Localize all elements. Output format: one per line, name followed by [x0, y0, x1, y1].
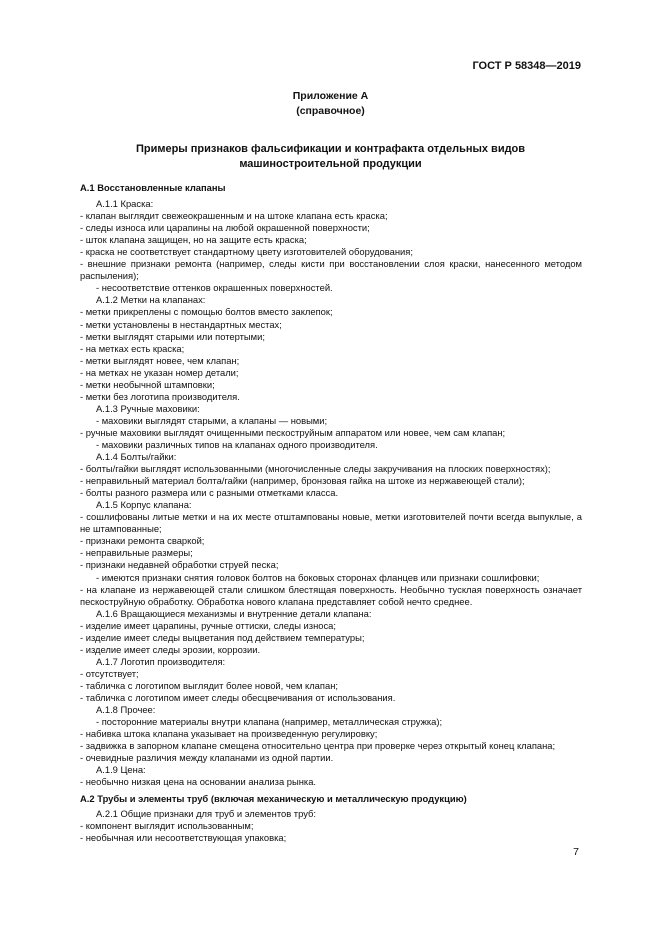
clause-a1-5-list	[80, 511, 582, 607]
list-item: - неправильные размеры;	[80, 547, 193, 559]
list-item: - внешние признаки ремонта (например, следы кисти при восстановлении слоя краски, нанесенного методом распыления);	[80, 258, 582, 282]
list-item: - отсутствует;	[80, 667, 139, 679]
document-title	[90, 142, 571, 171]
list-item: - клапан выглядит свежеокрашенным и на штоке клапана есть краска;	[80, 210, 388, 222]
annex-title: Приложение А	[292, 90, 369, 102]
clause-a1-8-list	[80, 716, 582, 764]
clause-a1-6: А.1.6 Вращающиеся механизмы и внутренние детали клапана:	[96, 607, 372, 619]
clause-a1-1-list	[80, 210, 582, 294]
list-item: - неправильный материал болта/гайки (например, бронзовая гайка на штоке из нержавеющей стали);	[80, 475, 525, 487]
list-item: - табличка с логотипом имеет следы обесцвечивания от использования.	[80, 691, 396, 703]
list-item: - необычно низкая цена на основании анализа рынка.	[80, 776, 317, 788]
list-item: - метки установлены в нестандартных местах;	[80, 318, 282, 330]
clause-a2-1-list	[80, 820, 582, 844]
list-item: - несоответствие оттенков окрашенных поверхностей.	[96, 282, 333, 294]
list-item: - ручные маховики выглядят очищенными пескоструйным аппаратом или новее, чем сам клапан;	[80, 426, 506, 438]
list-item: - краска не соответствует стандартному цвету изготовителей оборудования;	[80, 246, 413, 258]
list-item: - болты разного размера или с разными отметками класса.	[80, 487, 339, 499]
clause-a1-3-list	[80, 415, 582, 451]
clause-a1-7: А.1.7 Логотип производителя:	[96, 655, 226, 667]
clause-a1-1: А.1.1 Краска:	[96, 198, 154, 210]
list-item: - болты/гайки выглядят использованными (многочисленные следы закручивания на плоских поверхностях);	[80, 463, 551, 475]
document-title-line-1: Примеры признаков фальсификации и контрафакта отдельных видов	[135, 143, 526, 155]
clause-a1-4-list	[80, 463, 582, 499]
clause-a1-3: А.1.3 Ручные маховики:	[96, 402, 200, 414]
section-a2-title: А.2 Трубы и элементы труб (включая механическую и металлическую продукцию)	[80, 793, 467, 805]
clause-a1-9-list	[80, 776, 582, 788]
list-item: - следы износа или царапины на любой окрашенной поверхности;	[80, 222, 370, 234]
list-item: - метки необычной штамповки;	[80, 378, 215, 390]
list-item: - метки выглядят старыми или потертыми;	[80, 330, 265, 342]
annex-heading	[0, 89, 661, 119]
clause-a1-2: А.1.2 Метки на клапанах:	[96, 294, 206, 306]
list-item: - изделие имеет следы выцветания под действием температуры;	[80, 631, 365, 643]
list-item: - задвижка в запорном клапане смещена относительно центра при проверке через открытый конец клапана;	[80, 740, 556, 752]
document-title-line-2: машиностроительной продукции	[239, 157, 422, 170]
list-item: - посторонние материалы внутри клапана (например, металлическая стружка);	[96, 716, 443, 728]
list-item: - набивка штока клапана указывает на произведенную регулировку;	[80, 728, 378, 740]
list-item: - метки выглядят новее, чем клапан;	[80, 354, 240, 366]
list-item: - имеются признаки снятия головок болтов на боковых сторонах фланцев или признаки сошлифовки;	[96, 571, 540, 583]
list-item: - маховики различных типов на клапанах одного производителя.	[96, 438, 378, 450]
list-item: - необычная или несоответствующая упаковка;	[80, 832, 287, 844]
clause-a1-7-list	[80, 668, 582, 704]
document-body	[80, 181, 582, 845]
list-item: - изделие имеет царапины, ручные оттиски, следы износа;	[80, 619, 336, 631]
clause-a1-4: А.1.4 Болты/гайки:	[96, 451, 177, 463]
annex-subtitle: (справочное)	[296, 105, 365, 117]
list-item: - метки прикреплены с помощью болтов вместо заклепок;	[80, 306, 333, 318]
list-item: - признаки ремонта сваркой;	[80, 535, 205, 547]
list-item: - на клапане из нержавеющей стали слишком блестящая поверхность. Необычно тусклая поверхность означает пескоструйную обработку. Обработка нового клапана представляет собой нечто среднее.	[80, 583, 582, 607]
list-item: - изделие имеет следы эрозии, коррозии.	[80, 643, 261, 655]
list-item: - компонент выглядит использованным;	[80, 820, 254, 832]
clause-a1-2-list	[80, 306, 582, 402]
list-item: - шток клапана защищен, но на защите есть краска;	[80, 234, 307, 246]
page-number: 7	[573, 846, 579, 858]
clause-a1-6-list	[80, 620, 582, 656]
section-a1-title: А.1 Восстановленные клапаны	[80, 182, 226, 193]
clause-a2-1: А.2.1 Общие признаки для труб и элементов труб:	[96, 808, 316, 820]
list-item: - очевидные различия между клапанами из одной партии.	[80, 752, 334, 764]
clause-a1-9: А.1.9 Цена:	[96, 764, 146, 776]
standard-number: ГОСТ Р 58348—2019	[472, 60, 581, 72]
clause-a1-5: А.1.5 Корпус клапана:	[96, 499, 192, 511]
list-item: - табличка с логотипом выглядит более новой, чем клапан;	[80, 679, 338, 691]
clause-a1-8: А.1.8 Прочее:	[96, 704, 156, 716]
list-item: - маховики выглядят старыми, а клапаны — новыми;	[96, 414, 328, 426]
list-item: - на метках не указан номер детали;	[80, 366, 239, 378]
list-item: - метки без логотипа производителя.	[80, 390, 240, 402]
list-item: - на метках есть краска;	[80, 342, 185, 354]
list-item: - сошлифованы литые метки и на их месте отштампованы новые, метки изготовителей почти всегда выпуклые, а не штампованные;	[80, 511, 582, 535]
list-item: - признаки недавней обработки струей песка;	[80, 559, 279, 571]
